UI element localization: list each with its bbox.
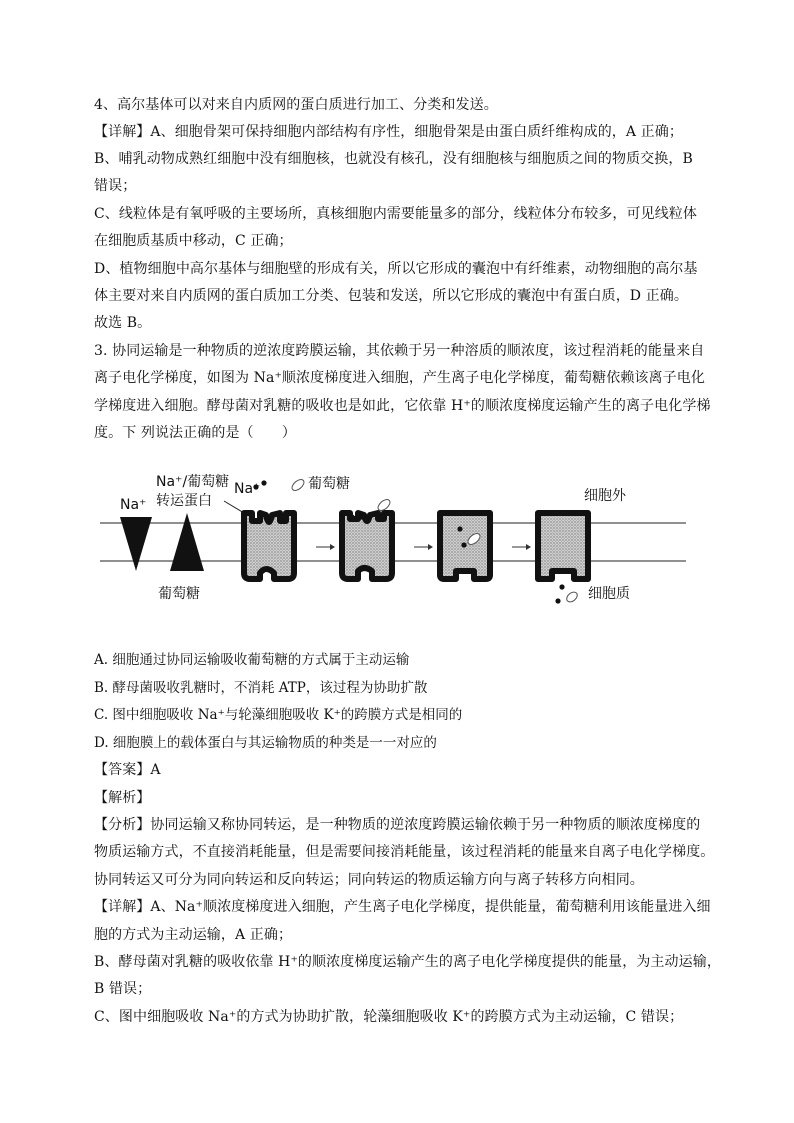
na-ion	[359, 514, 364, 519]
na-ion	[457, 526, 462, 531]
label-na-top: Na⁺	[234, 481, 261, 497]
analysis-heading: 【解析】	[94, 790, 151, 806]
glucose-molecule	[565, 590, 579, 604]
analysis-line: 物质运输方式，不直接消耗能量，但是需要间接消耗能量，该过程消耗的能量来自离子电化学梯度。	[94, 844, 715, 860]
na-ion	[461, 542, 466, 547]
label-glucose-top: 葡萄糖	[308, 476, 350, 492]
label-outside: 细胞外	[584, 488, 626, 504]
text-line: D、植物细胞中高尔基体与细胞壁的形成有关，所以它形成的囊泡中有纤维素，动物细胞的高尔基	[94, 261, 698, 277]
label-na-left: Na⁺	[120, 497, 147, 513]
transporter-state-2	[342, 513, 392, 579]
text-line: 体主要对来自内质网的蛋白质加工分类、包装和发送，所以它形成的囊泡中有蛋白质，D 正确。	[94, 288, 688, 304]
analysis-line: C、图中细胞吸收 Na⁺的方式为协助扩散，轮藻细胞吸收 K⁺的跨膜方式为主动运输，C 错误；	[94, 1009, 684, 1025]
analysis-line: 【分析】协同运输又称协同转运，是一种物质的逆浓度跨膜运输依赖于另一种物质的顺浓度梯度的	[94, 817, 701, 833]
transporter-state-4	[538, 513, 588, 579]
na-gradient-triangle	[120, 517, 152, 571]
text-line: B、哺乳动物成熟红细胞中没有细胞核，也就没有核孔，没有细胞核与细胞质之间的物质交换，B	[94, 151, 693, 167]
label-cytoplasm: 细胞质	[588, 586, 630, 602]
question-stem: 离子电化学梯度，如图为 Na⁺顺浓度梯度进入细胞，产生离子电化学梯度，葡萄糖依赖该离子电化	[94, 370, 705, 386]
text-line: 4、高尔基体可以对来自内质网的蛋白质进行加工、分类和发送。	[94, 97, 498, 113]
question-stem: 学梯度进入细胞。酵母菌对乳糖的吸收也是如此，它依靠 H⁺的顺浓度梯度运输产生的离子电化学梯	[94, 398, 711, 414]
label-transporter-line1: Na⁺/葡萄糖	[156, 474, 230, 490]
text-line: C、线粒体是有氧呼吸的主要场所，真核细胞内需要能量多的部分，线粒体分布较多，可见线粒体	[94, 206, 698, 222]
na-ion	[555, 598, 560, 603]
arrow-head	[428, 544, 433, 550]
analysis-line: B、酵母菌对乳糖的吸收依靠 H⁺的顺浓度梯度运输产生的离子电化学梯度提供的能量，为主动运输，	[94, 954, 721, 970]
analysis-line: 胞的方式为主动运输，A 正确；	[94, 927, 293, 943]
text-line: 故选 B。	[94, 315, 152, 331]
glucose-gradient-triangle	[170, 513, 204, 571]
arrow-head	[330, 544, 335, 550]
question-stem: 度。下 列说法正确的是（ ）	[94, 425, 296, 441]
transporter-state-1	[244, 513, 294, 579]
analysis-line: B 错误；	[94, 981, 152, 997]
option-c: C. 图中细胞吸收 Na⁺与轮藻细胞吸收 K⁺的跨膜方式是相同的	[94, 707, 463, 723]
analysis-line: 协同转运又可分为同向转运和反向转运；同向转运的物质运输方向与离子转移方向相同。	[94, 872, 644, 888]
option-d: D. 细胞膜上的载体蛋白与其运输物质的种类是一一对应的	[94, 735, 437, 751]
answer-line: 【答案】A	[94, 762, 161, 778]
analysis-line: 【详解】A、Na⁺顺浓度梯度进入细胞，产生离子电化学梯度，提供能量，葡萄糖利用该能量进入细	[94, 899, 711, 915]
label-transporter-line2: 转运蛋白	[156, 493, 212, 509]
label-glucose-bottom: 葡萄糖	[158, 586, 200, 602]
option-a: A. 细胞通过协同运输吸收葡萄糖的方式属于主动运输	[94, 652, 410, 668]
text-line: 在细胞质基质中移动，C 正确；	[94, 233, 293, 249]
arrow-head	[526, 544, 531, 550]
glucose-molecule	[290, 477, 306, 492]
na-ion	[559, 584, 564, 589]
cotransport-diagram	[94, 455, 694, 625]
text-line: 【详解】A、细胞骨架可保持细胞内部结构有序性，细胞骨架是由蛋白质纤维构成的，A 正确；	[94, 124, 683, 140]
na-ion	[349, 514, 354, 519]
na-ion	[261, 480, 266, 485]
question-stem: 3. 协同运输是一种物质的逆浓度跨膜运输，其依赖于另一种溶质的顺浓度，该过程消耗的能量来自	[94, 343, 705, 359]
option-b: B. 酵母菌吸收乳糖时，不消耗 ATP，该过程为协助扩散	[94, 680, 428, 696]
text-line: 错误；	[94, 178, 137, 194]
